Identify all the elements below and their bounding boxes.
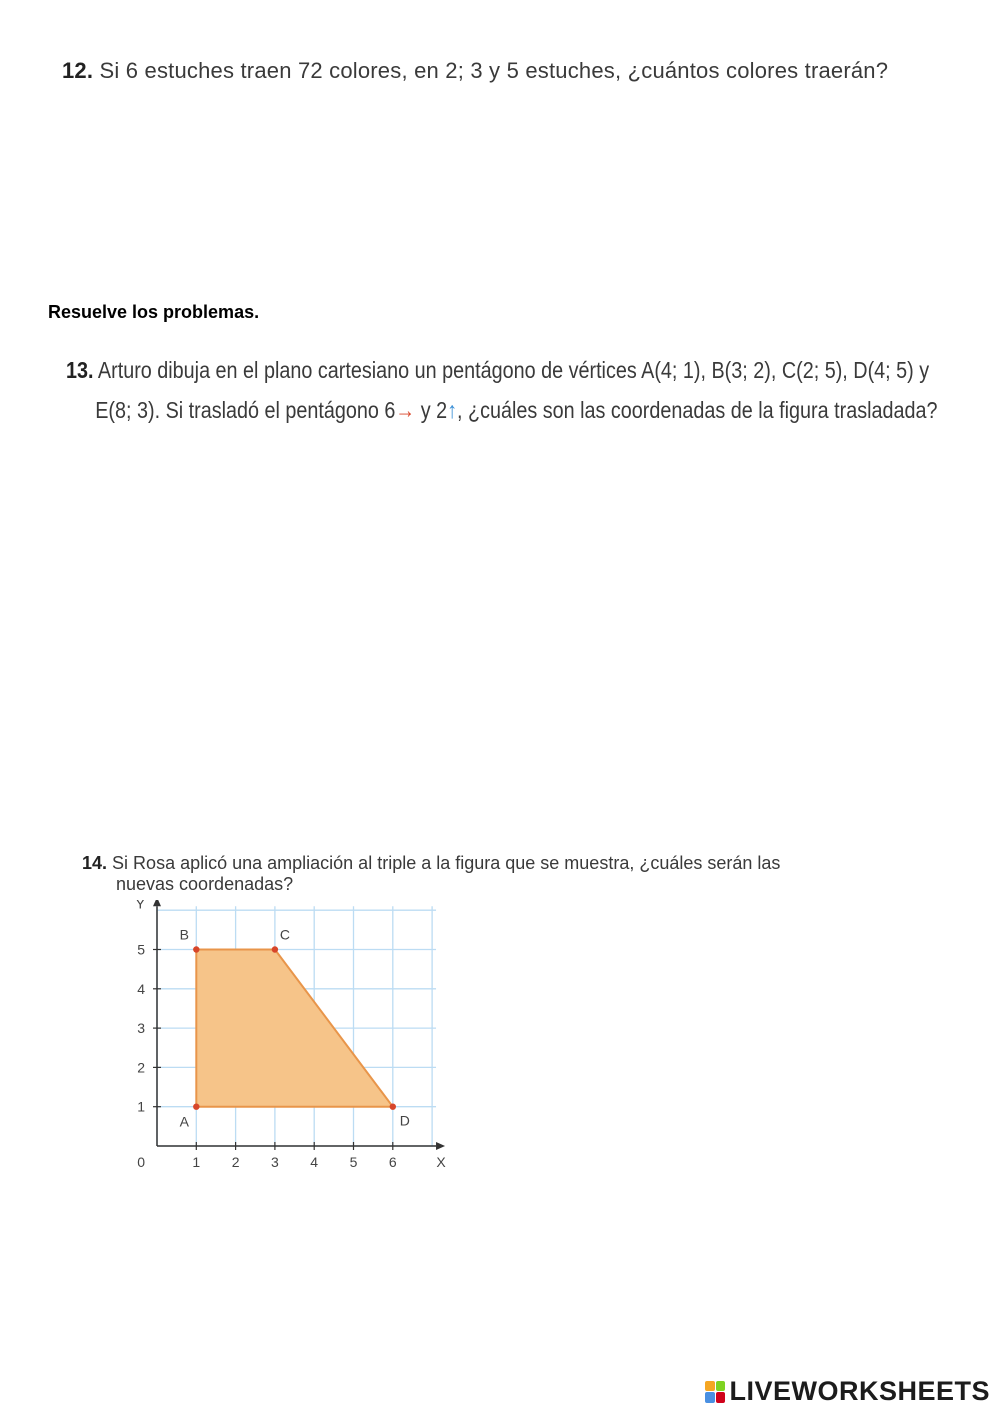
logo-mark-icon bbox=[705, 1381, 725, 1403]
question-number: 12. bbox=[62, 58, 94, 83]
vertex-label: D bbox=[399, 1112, 410, 1129]
question-number: 14. bbox=[82, 853, 108, 873]
question-text-line2: nuevas coordenadas? bbox=[116, 874, 294, 894]
vertex-point bbox=[193, 1104, 199, 1110]
question-text-part: , ¿cuáles son las coordenadas de la figura trasladada? bbox=[456, 397, 938, 423]
vertex-label: C bbox=[279, 926, 290, 943]
x-axis-label: X bbox=[436, 1154, 446, 1170]
y-axis-label: Y bbox=[135, 900, 145, 912]
y-axis-arrow-icon bbox=[153, 900, 161, 906]
question-text-part: E(8; 3). Si trasladó el pentágono 6 bbox=[95, 397, 396, 423]
question-14 bbox=[82, 853, 780, 895]
question-text-part: y 2 bbox=[415, 397, 448, 423]
coordinate-figure bbox=[120, 900, 460, 1195]
x-tick-label: 3 bbox=[271, 1154, 279, 1170]
vertex-label: A bbox=[179, 1113, 189, 1130]
y-tick-label: 5 bbox=[137, 941, 145, 958]
x-tick-label: 1 bbox=[192, 1154, 201, 1170]
arrow-right-icon: → bbox=[395, 397, 416, 423]
question-text-line2 bbox=[66, 390, 938, 430]
x-tick-label: 2 bbox=[231, 1154, 240, 1170]
question-12 bbox=[62, 58, 888, 84]
vertex-point bbox=[272, 946, 278, 952]
question-13 bbox=[66, 350, 938, 430]
coordinate-plane bbox=[120, 900, 460, 1190]
vertex-point bbox=[193, 946, 199, 952]
x-tick-label: 6 bbox=[388, 1154, 397, 1170]
vertex-label: B bbox=[179, 926, 189, 943]
instruction-heading: Resuelve los problemas. bbox=[48, 302, 260, 322]
y-tick-label: 3 bbox=[137, 1020, 145, 1037]
question-text-line1: Si Rosa aplicó una ampliación al triple a la figura que se muestra, ¿cuáles serán las bbox=[112, 853, 781, 873]
question-number: 13. bbox=[66, 357, 94, 383]
x-axis-arrow-icon bbox=[436, 1142, 445, 1150]
y-tick-label: 1 bbox=[137, 1098, 145, 1115]
x-tick-label: 5 bbox=[349, 1154, 358, 1170]
question-text-line1: Arturo dibuja en el plano cartesiano un pentágono de vértices A(4; 1), B(3; 2), C(2; 5), D(4; 5) y bbox=[97, 357, 930, 383]
question-text: Si 6 estuches traen 72 colores, en 2; 3 y 5 estuches, ¿cuántos colores traerán? bbox=[99, 58, 889, 83]
y-tick-label: 4 bbox=[137, 980, 145, 997]
liveworksheets-logo bbox=[705, 1376, 990, 1407]
y-tick-label: 2 bbox=[137, 1059, 145, 1076]
logo-text: LIVEWORKSHEETS bbox=[729, 1376, 990, 1406]
vertex-point bbox=[390, 1104, 396, 1110]
origin-label: 0 bbox=[137, 1154, 145, 1170]
x-tick-label: 4 bbox=[310, 1154, 319, 1170]
arrow-up-icon: ↑ bbox=[447, 397, 457, 423]
